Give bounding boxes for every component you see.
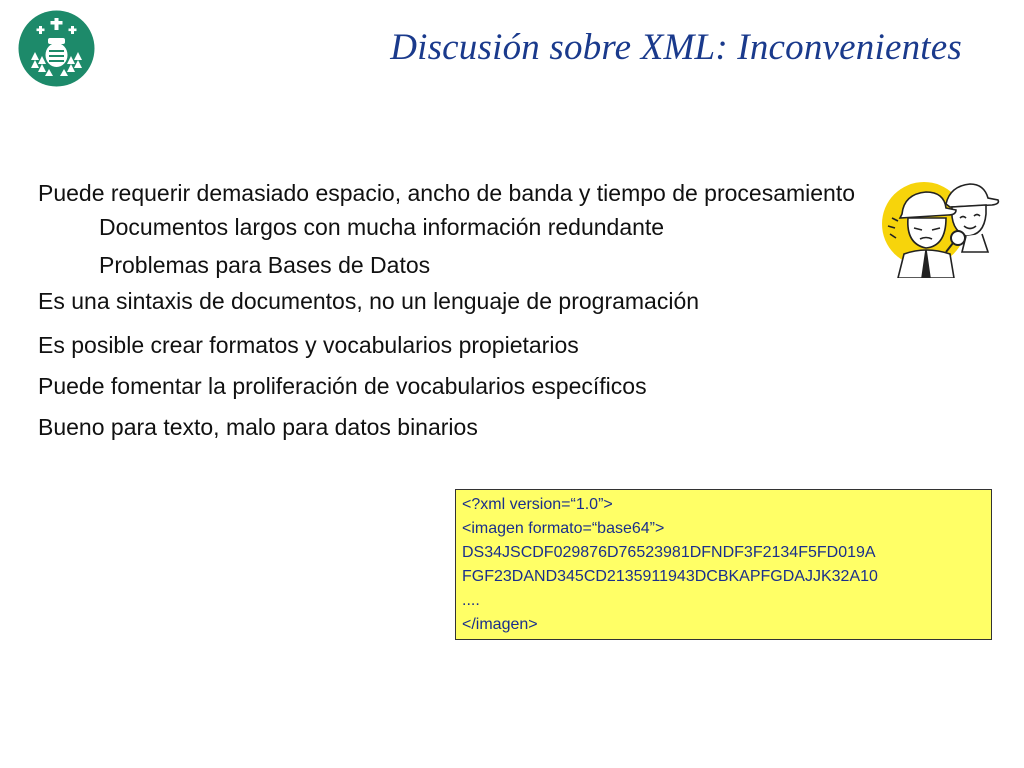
bullet-item: Es posible crear formatos y vocabularios propietarios [38, 332, 579, 358]
sub-bullet-item: Problemas para Bases de Datos [99, 252, 431, 278]
detectives-clipart-icon [880, 174, 1005, 278]
bullet-item: Puede requerir demasiado espacio, ancho de banda y tiempo de procesamiento [38, 180, 856, 206]
code-line: </imagen> [462, 616, 538, 633]
slide-title: Discusión sobre XML: Inconvenientes [390, 27, 962, 68]
bullet-list [38, 178, 868, 442]
bullet-item: Puede fomentar la proliferación de vocabularios específicos [38, 373, 647, 399]
bullet-item: Bueno para texto, malo para datos binarios [38, 414, 478, 440]
xml-code-box [455, 489, 992, 640]
university-crest-icon [18, 10, 95, 87]
code-line: FGF23DAND345CD2135911943DCBKAPFGDAJJK32A10 [462, 568, 878, 585]
code-line: DS34JSCDF029876D76523981DFNDF3F2134F5FD019A [462, 544, 876, 561]
code-line: .... [462, 592, 480, 609]
bullet-item: Es una sintaxis de documentos, no un lenguaje de programación [38, 288, 700, 314]
sub-bullet-item: Documentos largos con mucha información redundante [99, 214, 665, 240]
code-line: <imagen formato=“base64”> [462, 520, 665, 537]
code-line: <?xml version=“1.0”> [462, 496, 613, 513]
